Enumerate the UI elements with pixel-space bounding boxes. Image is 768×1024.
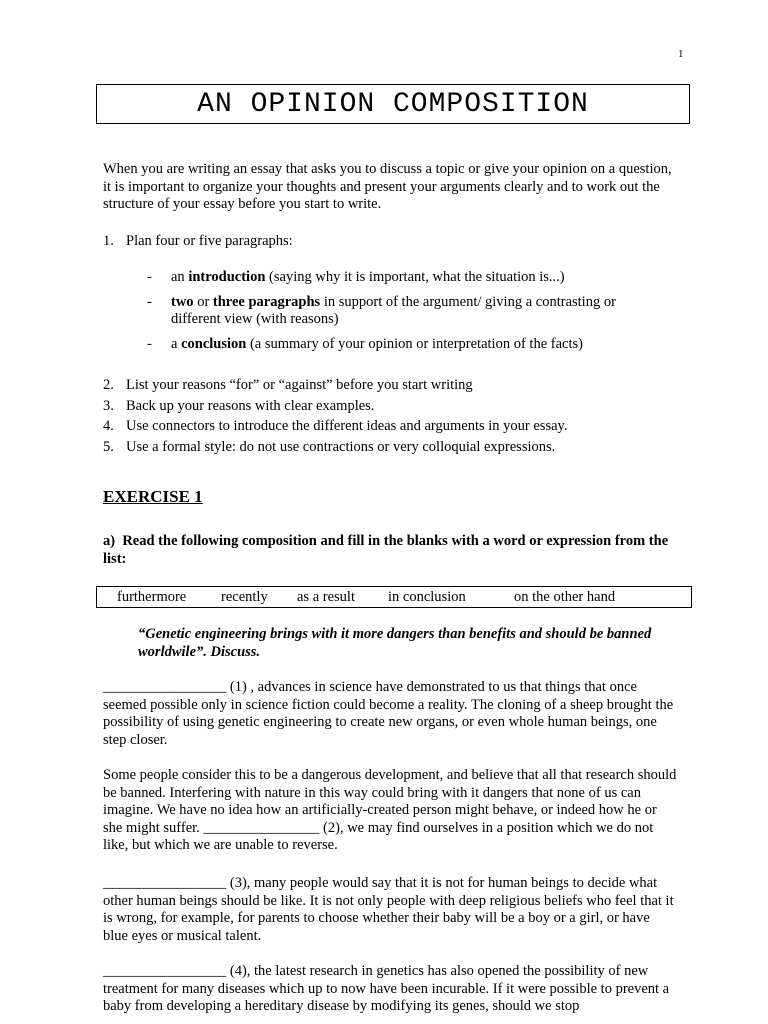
- exercise-instruction: a) Read the following composition and fill in the blanks with a word or expression from the list:: [103, 533, 669, 567]
- essay-paragraph-3: _________________ (3), many people would say that it is not for human beings to decide what other human beings should be like. It is not only people with deep religious beliefs who feel that it is wrong, for example, for parents to choose whether their baby will be a boy or a girl, or have blue eyes or musical talent.: [103, 875, 674, 944]
- list-item-introduction: - an introduction (saying why it is important, what the situation is...): [147, 269, 565, 285]
- plan-step-1: [103, 233, 678, 251]
- word-option: furthermore: [117, 589, 187, 605]
- page-title: AN OPINION COMPOSITION: [96, 84, 690, 124]
- writing-steps-list: [103, 375, 678, 457]
- intro-paragraph: When you are writing an essay that asks you to discuss a topic or give your opinion on a question, it is important to organize your thoughts and present your arguments clearly and to work out the structure of your essay before you start to write.: [103, 161, 672, 213]
- word-option: on the other hand: [514, 589, 616, 605]
- paragraph-plan-list: [147, 269, 667, 353]
- list-item: 1. Plan four or five paragraphs:: [103, 233, 293, 249]
- exercise-heading: EXERCISE 1: [103, 487, 203, 506]
- list-item: 3. Back up your reasons with clear examples.: [103, 397, 375, 414]
- page-number: 1: [678, 48, 684, 60]
- word-option: recently: [221, 589, 268, 605]
- word-option: in conclusion: [388, 589, 466, 605]
- list-item: 2. List your reasons “for” or “against” before you start writing: [103, 377, 473, 393]
- list-item: 5. Use a formal style: do not use contractions or very colloquial expressions.: [103, 438, 556, 455]
- list-item: 4. Use connectors to introduce the different ideas and arguments in your essay.: [103, 418, 568, 434]
- essay-paragraph-2: Some people consider this to be a dangerous development, and believe that all that research should be banned. Interfering with nature in this way could bring with it dangers that none of us can imagine. We have no idea how an artificially-created person might behave, or indeed how he or she might suffer. ________________ (2), we may find ourselves in a position which we do not like, but which we are unable to reverse.: [103, 767, 677, 854]
- list-item-conclusion: - a conclusion (a summary of your opinion or interpretation of the facts): [147, 335, 583, 352]
- list-item-body-paragraphs: - two or three paragraphs in support of the argument/ giving a contrasting or different view (with reasons): [147, 293, 616, 328]
- essay-prompt: “Genetic engineering brings with it more dangers than benefits and should be banned worldwile”. Discuss.: [138, 626, 652, 660]
- word-option: as a result: [297, 589, 355, 605]
- word-list-box: [96, 586, 692, 608]
- essay-paragraph-1: _________________ (1) , advances in science have demonstrated to us that things that once seemed possible only in science fiction could become a reality. The cloning of a sheep brought the possibility of using genetic engineering to create new organs, or even whole human beings, one step closer.: [103, 679, 674, 748]
- essay-paragraph-4: _________________ (4), the latest research in genetics has also opened the possibility of new treatment for many diseases which up to now have been incurable. If it were possible to prevent a baby from developing a hereditary disease by modifying its genes, should we stop: [103, 963, 670, 1015]
